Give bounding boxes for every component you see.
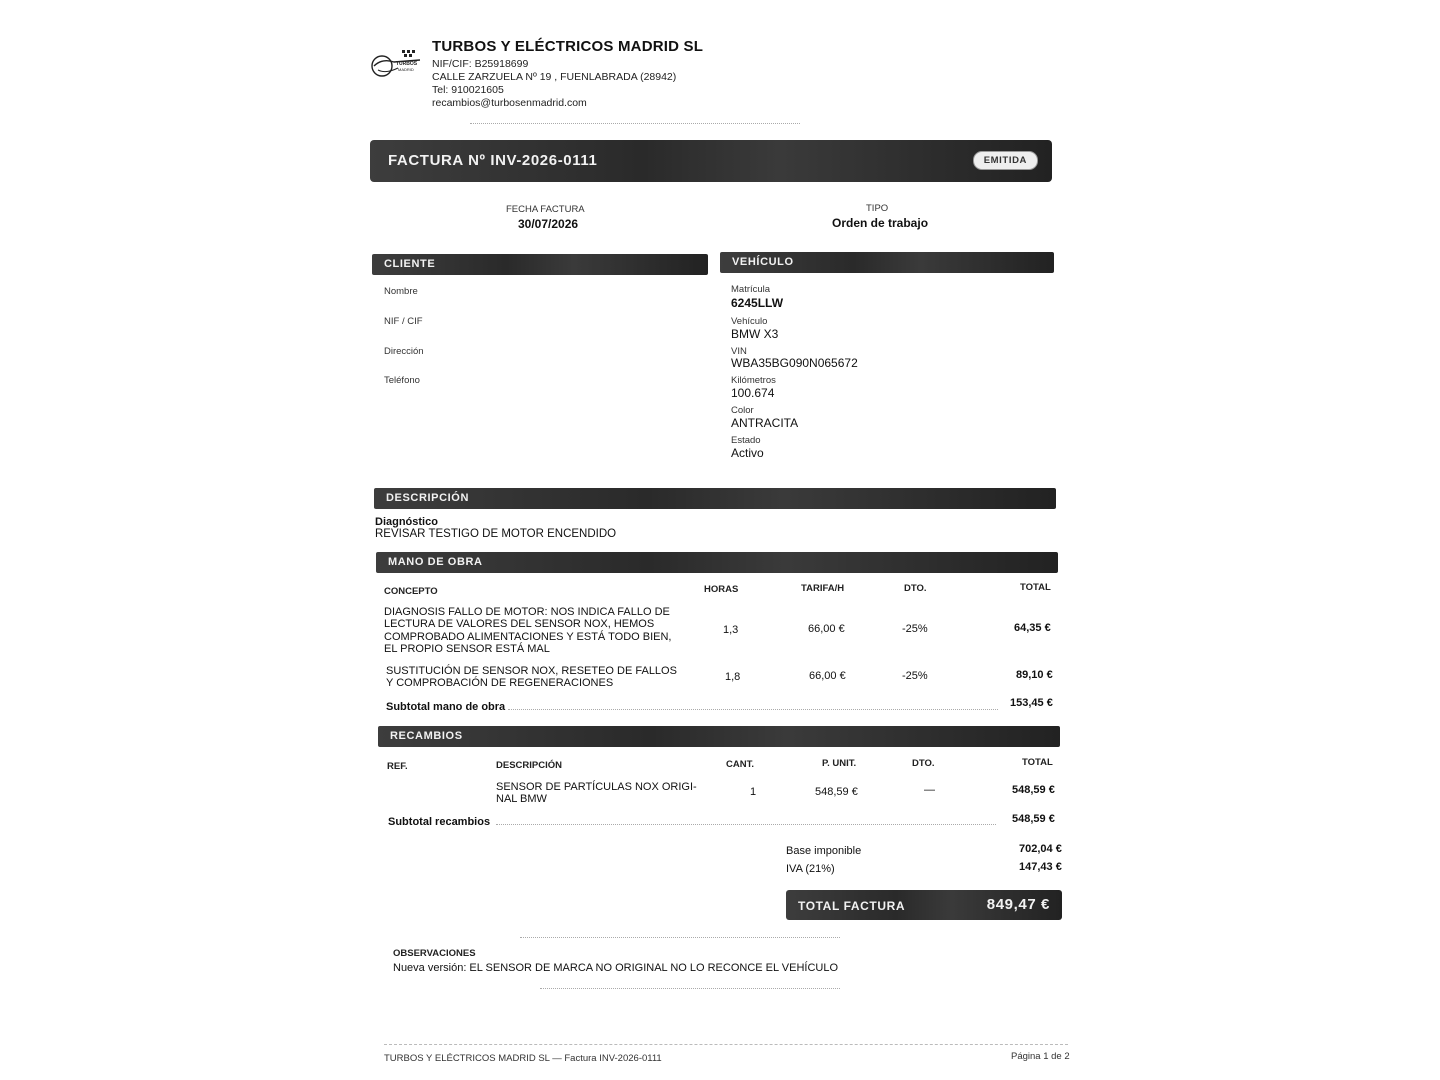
col-dto: DTO. xyxy=(904,583,927,594)
rc-row1-dto: — xyxy=(924,784,935,796)
footer-left: TURBOS Y ELÉCTRICOS MADRID SL — Factura INV-2026-0111 xyxy=(384,1053,662,1064)
observaciones-title: OBSERVACIONES xyxy=(393,948,476,959)
cliente-nif-label: NIF / CIF xyxy=(384,316,423,327)
mo-row1-concept-line: COMPROBADO ALIMENTACIONES Y ESTÁ TODO BIEN, xyxy=(384,630,672,643)
rc-subtotal-label: Subtotal recambios xyxy=(388,816,491,828)
section-mano-obra-title: MANO DE OBRA xyxy=(388,556,483,568)
table-row xyxy=(496,781,697,806)
vehiculo-km-label: Kilómetros xyxy=(731,375,776,386)
company-phone: Tel: 910021605 xyxy=(432,84,504,96)
mo-subtotal-label: Subtotal mano de obra xyxy=(386,701,506,713)
rc-row1-total: 548,59 € xyxy=(1012,784,1055,796)
col-total: TOTAL xyxy=(1022,757,1053,768)
mo-row1-dto: -25% xyxy=(902,623,928,635)
vehiculo-modelo: BMW X3 xyxy=(731,327,779,341)
vehiculo-estado: Activo xyxy=(731,446,764,460)
status-badge: EMITIDA xyxy=(973,151,1038,170)
vehiculo-color: ANTRACITA xyxy=(731,416,799,430)
rc-row1-qty: 1 xyxy=(750,786,757,798)
table-row xyxy=(384,606,672,656)
vehiculo-modelo-label: Vehículo xyxy=(731,316,768,327)
mo-row1-hours: 1,3 xyxy=(723,624,739,636)
base-imponible-label: Base imponible xyxy=(786,845,862,857)
section-mano-obra xyxy=(376,552,1058,573)
table-row xyxy=(386,665,677,690)
invoice-type: Orden de trabajo xyxy=(832,216,929,230)
mo-row1-concept-line: DIAGNOSIS FALLO DE MOTOR: NOS INDICA FALLO DE xyxy=(384,606,670,618)
mo-row2-total: 89,10 € xyxy=(1016,669,1053,681)
rc-row1-desc-line: SENSOR DE PARTÍCULAS NOX ORIGI- xyxy=(496,781,697,793)
divider xyxy=(496,824,996,825)
section-cliente-title: CLIENTE xyxy=(384,258,436,270)
section-vehiculo xyxy=(720,252,1054,273)
section-recambios-title: RECAMBIOS xyxy=(390,730,463,742)
invoice-title-bar xyxy=(370,140,1052,182)
rc-row1-unit: 548,59 € xyxy=(815,786,858,798)
mo-row2-dto: -25% xyxy=(902,670,928,682)
invoice-type-label: TIPO xyxy=(866,203,889,214)
page-number: Página 1 de 2 xyxy=(1011,1051,1070,1062)
section-descripcion-title: DESCRIPCIÓN xyxy=(386,492,469,504)
mo-row2-rate: 66,00 € xyxy=(809,670,846,682)
col-cant: CANT. xyxy=(726,759,754,770)
vehiculo-matricula: 6245LLW xyxy=(731,296,784,310)
vehiculo-km: 100.674 xyxy=(731,386,775,400)
iva-label: IVA (21%) xyxy=(786,863,835,875)
mo-row1-concept-line: LECTURA DE VALORES DEL SENSOR NOX, HEMOS xyxy=(384,618,655,631)
section-descripcion xyxy=(374,488,1056,509)
divider xyxy=(540,988,840,989)
invoice-date-label: FECHA FACTURA xyxy=(506,204,585,215)
col-total: TOTAL xyxy=(1020,582,1051,593)
company-address: CALLE ZARZUELA Nº 19 , FUENLABRADA (28942) xyxy=(432,71,677,83)
mo-row2-hours: 1,8 xyxy=(725,671,741,683)
company-nif: NIF/CIF: B25918699 xyxy=(432,58,529,70)
cliente-direccion-label: Dirección xyxy=(384,346,424,357)
total-factura-amount: 849,47 € xyxy=(986,896,1050,913)
section-recambios xyxy=(378,726,1060,747)
total-factura-label: TOTAL FACTURA xyxy=(798,899,906,913)
svg-text:TURBOS: TURBOS xyxy=(396,61,418,67)
base-imponible: 702,04 € xyxy=(1019,843,1062,855)
iva-amount: 147,43 € xyxy=(1019,861,1062,873)
company-name: TURBOS Y ELÉCTRICOS MADRID SL xyxy=(432,38,704,55)
observaciones-text: Nueva versión: EL SENSOR DE MARCA NO ORIGINAL NO LO RECONCE EL VEHÍCULO xyxy=(393,962,839,974)
rc-subtotal: 548,59 € xyxy=(1012,813,1055,825)
mo-row2-concept-line: SUSTITUCIÓN DE SENSOR NOX, RESETEO DE FALLOS xyxy=(386,665,677,677)
mo-row1-total: 64,35 € xyxy=(1014,622,1051,634)
vehiculo-estado-label: Estado xyxy=(731,435,761,446)
company-email: recambios@turbosenmadrid.com xyxy=(432,97,587,109)
col-descripcion: DESCRIPCIÓN xyxy=(496,760,562,771)
section-cliente xyxy=(372,254,708,275)
invoice-date: 30/07/2026 xyxy=(518,217,579,231)
mo-subtotal: 153,45 € xyxy=(1010,697,1053,709)
divider xyxy=(520,937,840,938)
section-vehiculo-title: VEHÍCULO xyxy=(732,256,794,268)
descripcion-subtitle: Diagnóstico xyxy=(375,516,438,528)
vehiculo-vin: WBA35BG090N065672 xyxy=(731,356,858,370)
footer-divider xyxy=(384,1044,1068,1045)
cliente-nombre-label: Nombre xyxy=(384,286,418,297)
svg-text:MADRID: MADRID xyxy=(398,67,414,72)
invoice-title: FACTURA Nº INV-2026-0111 xyxy=(388,152,598,169)
vehiculo-vin-label: VIN xyxy=(731,346,747,357)
vehiculo-matricula-label: Matrícula xyxy=(731,284,771,295)
cliente-telefono-label: Teléfono xyxy=(384,375,420,386)
descripcion-text: REVISAR TESTIGO DE MOTOR ENCENDIDO xyxy=(375,528,617,540)
col-tarifa: TARIFA/H xyxy=(801,583,845,594)
divider xyxy=(508,709,998,710)
company-logo xyxy=(368,46,422,82)
mo-row1-rate: 66,00 € xyxy=(808,623,845,635)
col-dto: DTO. xyxy=(912,758,935,769)
col-punit: P. UNIT. xyxy=(822,758,857,769)
col-concepto: CONCEPTO xyxy=(384,586,438,597)
col-horas: HORAS xyxy=(704,584,739,595)
divider xyxy=(470,123,800,124)
mo-row1-concept-line: EL PROPIO SENSOR ESTÁ MAL xyxy=(384,643,550,656)
col-ref: REF. xyxy=(387,761,408,772)
mo-row2-concept-line: Y COMPROBACIÓN DE REGENERACIONES xyxy=(386,677,614,690)
rc-row1-desc-line: NAL BMW xyxy=(496,793,547,806)
total-factura-bar xyxy=(786,890,1062,920)
vehiculo-color-label: Color xyxy=(731,405,754,416)
